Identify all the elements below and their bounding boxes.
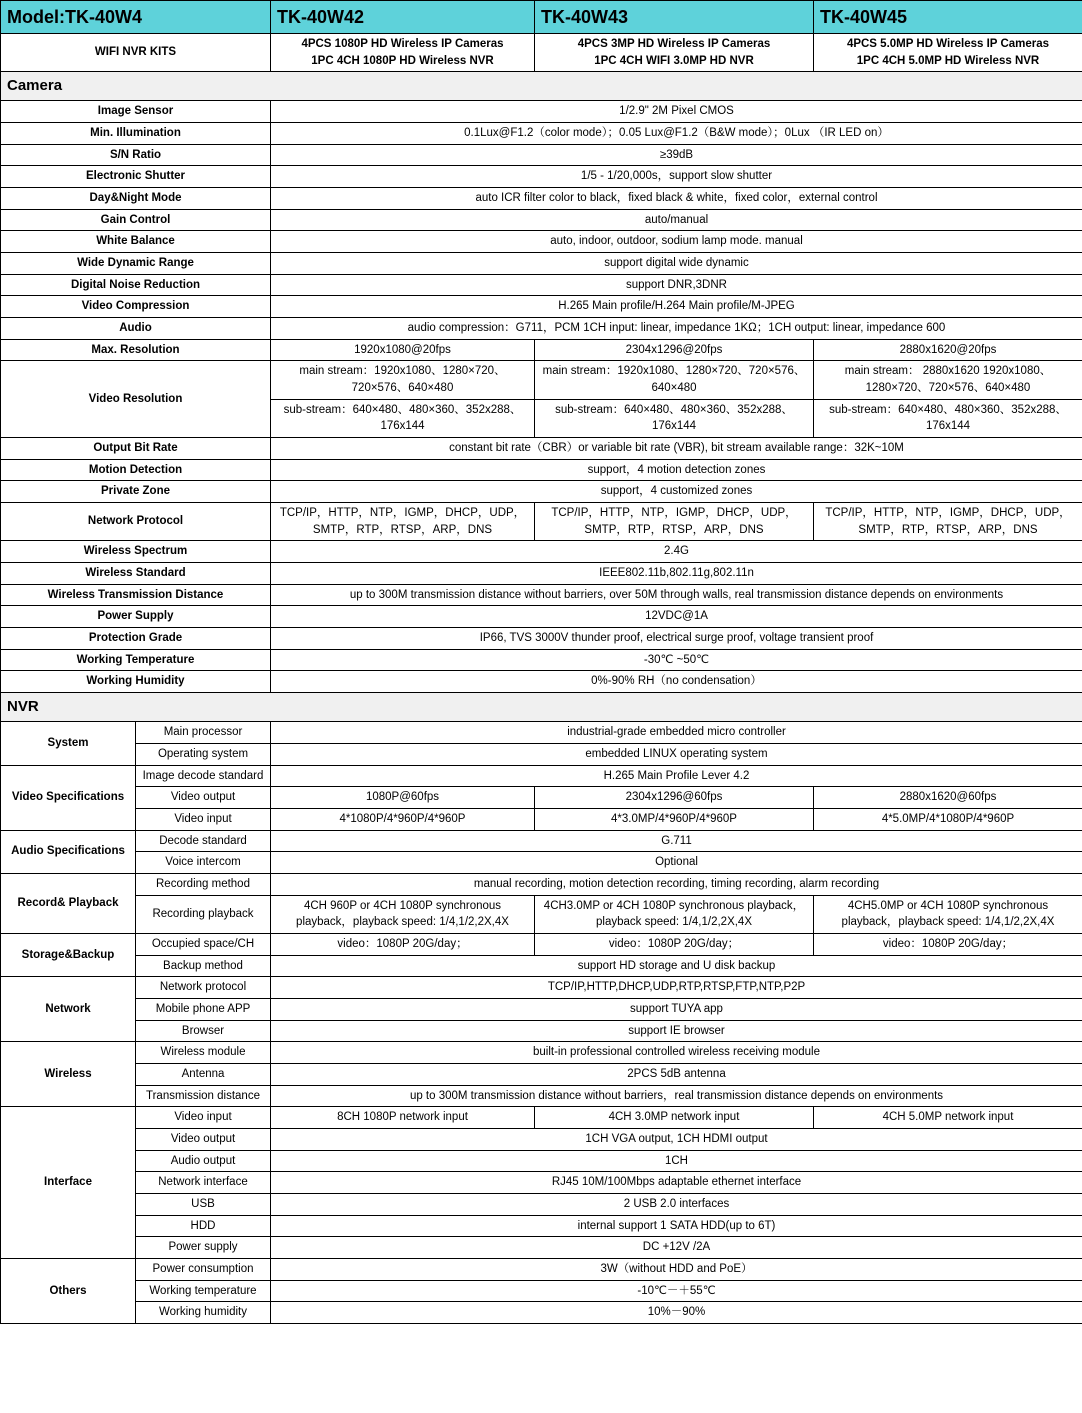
row-label: Max. Resolution (1, 339, 271, 361)
section-header-camera-row (1, 72, 1082, 101)
group-label-interface: Interface (1, 1107, 136, 1259)
video-output-value-3: 2880x1620@60fps (814, 787, 1082, 809)
sub-label: Working temperature (136, 1280, 271, 1302)
table-row (1, 606, 1082, 628)
sub-label: Network interface (136, 1172, 271, 1194)
table-row (1, 438, 1082, 460)
section-header-camera: Camera (1, 72, 1082, 101)
kit-line: 1PC 4CH 5.0MP HD Wireless NVR (856, 54, 1040, 67)
sub-label: Image decode standard (136, 765, 271, 787)
video-output-value-1: 1080P@60fps (271, 787, 535, 809)
section-header-nvr-row (1, 693, 1082, 722)
sub-label: Audio output (136, 1150, 271, 1172)
kit-line: 1PC 4CH 1080P HD Wireless NVR (311, 54, 494, 67)
model-header-label: Model:TK-40W4 (1, 1, 271, 34)
row-value: support DNR,3DNR (271, 274, 1082, 296)
row-value: 0.1Lux@F1.2（color mode）；0.05 Lux@F1.2（B&W mode）；0Lux （IR LED on） (271, 123, 1082, 145)
row-value: G.711 (271, 830, 1082, 852)
table-row (1, 209, 1082, 231)
table-row (1, 253, 1082, 275)
row-label: Video Resolution (1, 361, 271, 438)
table-row (1, 1063, 1082, 1085)
table-row (1, 459, 1082, 481)
main-stream-value-1: main stream：1920x1080、1280×720、720×576、640×480 (271, 361, 535, 399)
section-header-nvr: NVR (1, 693, 1082, 722)
occupied-space-value-3: video：1080P 20G/day； (814, 933, 1082, 955)
table-row (1, 743, 1082, 765)
row-label: Power Supply (1, 606, 271, 628)
table-row (1, 895, 1082, 933)
row-value: up to 300M transmission distance without barriers, over 50M through walls, real transmission distance depends on environments (271, 584, 1082, 606)
table-row (1, 123, 1082, 145)
table-row (1, 1215, 1082, 1237)
wifi-nvr-kits-value-3 (814, 34, 1082, 72)
row-value: auto, indoor, outdoor, sodium lamp mode. manual (271, 231, 1082, 253)
sub-label: Recording method (136, 873, 271, 895)
row-value: 1/5 - 1/20,000s，support slow shutter (271, 166, 1082, 188)
table-row (1, 188, 1082, 210)
table-row (1, 296, 1082, 318)
kit-line: 4PCS 3MP HD Wireless IP Cameras (577, 38, 771, 50)
video-input-value-2: 4*3.0MP/4*960P/4*960P (535, 808, 814, 830)
row-value: 1CH (271, 1150, 1082, 1172)
model-header-col-1: TK-40W42 (271, 1, 535, 34)
table-row (1, 481, 1082, 503)
sub-label: USB (136, 1193, 271, 1215)
row-label: Motion Detection (1, 459, 271, 481)
row-value: up to 300M transmission distance without barriers，real transmission distance depends on environments (271, 1085, 1082, 1107)
sub-label: HDD (136, 1215, 271, 1237)
sub-label: Browser (136, 1020, 271, 1042)
sub-label: Operating system (136, 743, 271, 765)
row-value: support digital wide dynamic (271, 253, 1082, 275)
row-value: support TUYA app (271, 998, 1082, 1020)
group-label-video-specifications: Video Specifications (1, 765, 136, 830)
table-row (1, 787, 1082, 809)
row-label: Min. Illumination (1, 123, 271, 145)
table-row (1, 101, 1082, 123)
sub-label: Power consumption (136, 1258, 271, 1280)
occupied-space-value-2: video：1080P 20G/day； (535, 933, 814, 955)
wifi-nvr-kits-label: WIFI NVR KITS (1, 34, 271, 72)
kit-line: 1PC 4CH WIFI 3.0MP HD NVR (594, 54, 754, 67)
table-row (1, 584, 1082, 606)
row-value: IEEE802.11b,802.11g,802.11n (271, 563, 1082, 585)
row-value: DC +12V /2A (271, 1237, 1082, 1259)
model-header-col-2: TK-40W43 (535, 1, 814, 34)
network-protocol-value-1: TCP/IP，HTTP，NTP，IGMP，DHCP，UDP，SMTP，RTP，RTSP，ARP，DNS (271, 503, 535, 541)
table-row (1, 649, 1082, 671)
sub-stream-value-2: sub-stream：640×480、480×360、352x288、176x144 (535, 399, 814, 437)
table-row (1, 144, 1082, 166)
network-protocol-value-2: TCP/IP，HTTP，NTP，IGMP，DHCP，UDP，SMTP，RTP，RTSP，ARP，DNS (535, 503, 814, 541)
sub-label: Power supply (136, 1237, 271, 1259)
row-label: Output Bit Rate (1, 438, 271, 460)
sub-label: Network protocol (136, 977, 271, 999)
sub-label: Recording playback (136, 895, 271, 933)
row-value: H.265 Main Profile Lever 4.2 (271, 765, 1082, 787)
model-header-col-3: TK-40W45 (814, 1, 1082, 34)
row-value: support，4 motion detection zones (271, 459, 1082, 481)
group-label-system: System (1, 722, 136, 765)
row-label: Working Temperature (1, 649, 271, 671)
table-row (1, 1020, 1082, 1042)
table-row (1, 1172, 1082, 1194)
row-label: Wireless Transmission Distance (1, 584, 271, 606)
row-value: -10℃－＋55℃ (271, 1280, 1082, 1302)
table-row-max-resolution (1, 339, 1082, 361)
table-row (1, 852, 1082, 874)
row-label: Audio (1, 318, 271, 340)
row-value: manual recording, motion detection recording, timing recording, alarm recording (271, 873, 1082, 895)
row-value: -30℃ ~50℃ (271, 649, 1082, 671)
table-row (1, 722, 1082, 744)
sub-label: Occupied space/CH (136, 933, 271, 955)
group-label-audio-specifications: Audio Specifications (1, 830, 136, 873)
table-row (1, 541, 1082, 563)
interface-video-input-value-1: 8CH 1080P network input (271, 1107, 535, 1129)
row-label: Wireless Standard (1, 563, 271, 585)
row-value: IP66, TVS 3000V thunder proof, electrical surge proof, voltage transient proof (271, 628, 1082, 650)
kit-line: 4PCS 5.0MP HD Wireless IP Cameras (846, 38, 1050, 50)
video-output-value-2: 2304x1296@60fps (535, 787, 814, 809)
row-label: Video Compression (1, 296, 271, 318)
sub-label: Transmission distance (136, 1085, 271, 1107)
interface-video-input-value-2: 4CH 3.0MP network input (535, 1107, 814, 1129)
table-row (1, 166, 1082, 188)
max-resolution-value-2: 2304x1296@20fps (535, 339, 814, 361)
wifi-nvr-kits-value-2 (535, 34, 814, 72)
interface-video-input-value-3: 4CH 5.0MP network input (814, 1107, 1082, 1129)
table-row (1, 977, 1082, 999)
occupied-space-value-1: video：1080P 20G/day； (271, 933, 535, 955)
sub-label: Main processor (136, 722, 271, 744)
row-value: support，4 customized zones (271, 481, 1082, 503)
table-row (1, 1150, 1082, 1172)
model-header-row (1, 1, 1082, 34)
table-row (1, 873, 1082, 895)
group-label-storage-backup: Storage&Backup (1, 933, 136, 976)
sub-label: Wireless module (136, 1042, 271, 1064)
row-value: built-in professional controlled wireless receiving module (271, 1042, 1082, 1064)
group-label-others: Others (1, 1258, 136, 1323)
row-value: Optional (271, 852, 1082, 874)
sub-label: Video input (136, 808, 271, 830)
table-row (1, 1280, 1082, 1302)
video-input-value-1: 4*1080P/4*960P/4*960P (271, 808, 535, 830)
video-input-value-3: 4*5.0MP/4*1080P/4*960P (814, 808, 1082, 830)
group-label-wireless: Wireless (1, 1042, 136, 1107)
row-value: support HD storage and U disk backup (271, 955, 1082, 977)
row-label: Image Sensor (1, 101, 271, 123)
wifi-nvr-kits-value-1 (271, 34, 535, 72)
table-row (1, 274, 1082, 296)
row-value: industrial-grade embedded micro controller (271, 722, 1082, 744)
sub-label: Backup method (136, 955, 271, 977)
table-row (1, 628, 1082, 650)
row-value: 1CH VGA output, 1CH HDMI output (271, 1128, 1082, 1150)
row-label: Private Zone (1, 481, 271, 503)
table-row-network-protocol (1, 503, 1082, 541)
group-label-network: Network (1, 977, 136, 1042)
sub-label: Antenna (136, 1063, 271, 1085)
row-value: 3W（without HDD and PoE） (271, 1258, 1082, 1280)
row-value: auto/manual (271, 209, 1082, 231)
max-resolution-value-1: 1920x1080@20fps (271, 339, 535, 361)
wifi-nvr-kits-row (1, 34, 1082, 72)
row-value: TCP/IP,HTTP,DHCP,UDP,RTP,RTSP,FTP,NTP,P2P (271, 977, 1082, 999)
row-value: H.265 Main profile/H.264 Main profile/M-JPEG (271, 296, 1082, 318)
sub-label: Working humidity (136, 1302, 271, 1324)
table-row (1, 808, 1082, 830)
table-row (1, 765, 1082, 787)
table-row (1, 955, 1082, 977)
row-value: embedded LINUX operating system (271, 743, 1082, 765)
table-row-video-resolution-main (1, 361, 1082, 399)
main-stream-value-3: main stream： 2880x1620 1920x1080、1280×720、720×576、640×480 (814, 361, 1082, 399)
row-value: 0%-90% RH（no condensation） (271, 671, 1082, 693)
table-row (1, 1258, 1082, 1280)
table-row (1, 1193, 1082, 1215)
row-label: Gain Control (1, 209, 271, 231)
sub-label: Video output (136, 787, 271, 809)
sub-stream-value-3: sub-stream：640×480、480×360、352x288、176x144 (814, 399, 1082, 437)
table-row (1, 1085, 1082, 1107)
table-row (1, 1107, 1082, 1129)
table-row (1, 671, 1082, 693)
recording-playback-value-3: 4CH5.0MP or 4CH 1080P synchronous playback，playback speed: 1/4,1/2,2X,4X (814, 895, 1082, 933)
group-label-record-playback: Record& Playback (1, 873, 136, 933)
row-value: internal support 1 SATA HDD(up to 6T) (271, 1215, 1082, 1237)
row-value: 10%－90% (271, 1302, 1082, 1324)
row-label: Wide Dynamic Range (1, 253, 271, 275)
network-protocol-value-3: TCP/IP，HTTP，NTP，IGMP，DHCP，UDP，SMTP，RTP，RTSP，ARP，DNS (814, 503, 1082, 541)
sub-label: Video input (136, 1107, 271, 1129)
row-value: 1/2.9" 2M Pixel CMOS (271, 101, 1082, 123)
main-stream-value-2: main stream：1920x1080、1280×720、720×576、640×480 (535, 361, 814, 399)
row-value: 2 USB 2.0 interfaces (271, 1193, 1082, 1215)
row-label: White Balance (1, 231, 271, 253)
row-label: Digital Noise Reduction (1, 274, 271, 296)
row-label: S/N Ratio (1, 144, 271, 166)
row-value: audio compression：G711，PCM 1CH input: linear, impedance 1KΩ；1CH output: linear, impedance 600 (271, 318, 1082, 340)
row-label: Protection Grade (1, 628, 271, 650)
sub-label: Decode standard (136, 830, 271, 852)
table-row (1, 231, 1082, 253)
table-row (1, 318, 1082, 340)
max-resolution-value-3: 2880x1620@20fps (814, 339, 1082, 361)
row-value: 2.4G (271, 541, 1082, 563)
table-row (1, 1042, 1082, 1064)
row-value: ≥39dB (271, 144, 1082, 166)
row-label: Network Protocol (1, 503, 271, 541)
row-value: 2PCS 5dB antenna (271, 1063, 1082, 1085)
table-row (1, 563, 1082, 585)
kit-line: 4PCS 1080P HD Wireless IP Cameras (301, 38, 504, 50)
row-label: Electronic Shutter (1, 166, 271, 188)
row-label: Day&Night Mode (1, 188, 271, 210)
table-row (1, 998, 1082, 1020)
row-value: RJ45 10M/100Mbps adaptable ethernet interface (271, 1172, 1082, 1194)
sub-label: Video output (136, 1128, 271, 1150)
table-row (1, 933, 1082, 955)
row-value: 12VDC@1A (271, 606, 1082, 628)
recording-playback-value-2: 4CH3.0MP or 4CH 1080P synchronous playback，playback speed: 1/4,1/2,2X,4X (535, 895, 814, 933)
recording-playback-value-1: 4CH 960P or 4CH 1080P synchronous playback，playback speed: 1/4,1/2,2X,4X (271, 895, 535, 933)
sub-stream-value-1: sub-stream：640×480、480×360、352x288、176x144 (271, 399, 535, 437)
row-value: support IE browser (271, 1020, 1082, 1042)
row-label: Working Humidity (1, 671, 271, 693)
row-value: constant bit rate（CBR）or variable bit rate (VBR), bit stream available range：32K~10M (271, 438, 1082, 460)
row-label: Wireless Spectrum (1, 541, 271, 563)
row-value: auto ICR filter color to black，fixed black & white，fixed color，external control (271, 188, 1082, 210)
table-row (1, 1302, 1082, 1324)
sub-label: Mobile phone APP (136, 998, 271, 1020)
table-row (1, 830, 1082, 852)
sub-label: Voice intercom (136, 852, 271, 874)
table-row (1, 1128, 1082, 1150)
table-row (1, 1237, 1082, 1259)
